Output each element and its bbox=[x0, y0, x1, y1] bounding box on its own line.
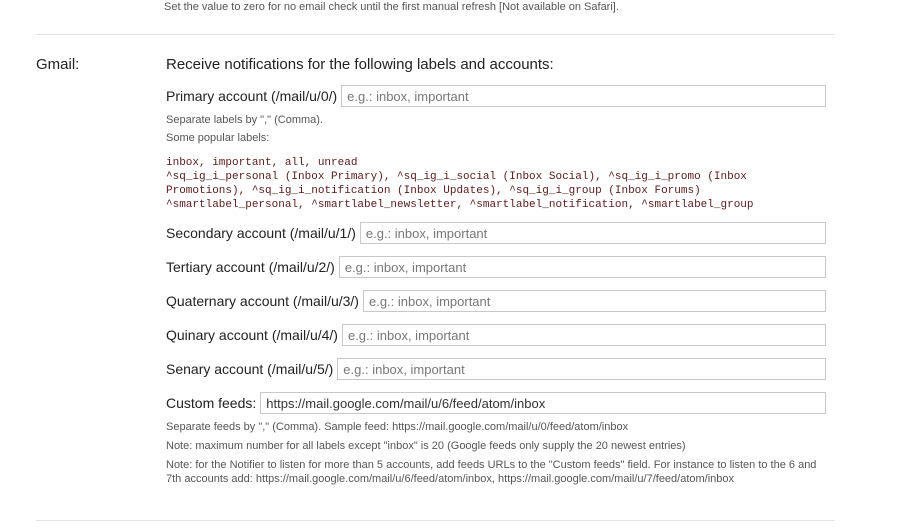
more-accounts-note: Note: for the Notifier to listen for more than 5 accounts, add feeds URLs to the "Custom feeds" field. For instance to listen to the 6 and 7th accounts add: https://mail.google.com/mail/u/6/feed/atom/inbox, https://mail.google.com/mail/u/7/feed/atom/inbox bbox=[166, 459, 817, 485]
quaternary-account-row bbox=[166, 289, 826, 313]
popular-labels-list: inbox, important, all, unread ^sq_ig_i_personal (Inbox Primary), ^sq_ig_i_social (Inbox Social), ^sq_ig_i_promo (Inbox Promotions), ^sq_ig_i_notification (Inbox Updates), ^sq_ig_i_group (Inbox Forums) ^smartlabel_personal, ^smartlabel_newsletter, ^smartlabel_notification, ^smartlabel_group bbox=[166, 157, 754, 211]
separate-feeds-note: Separate feeds by "," (Comma). Sample feed: https://mail.google.com/mail/u/0/feed/atom/inbox bbox=[166, 421, 629, 433]
primary-account-row bbox=[166, 84, 826, 108]
secondary-account-label: Secondary account (/mail/u/1/) bbox=[166, 225, 356, 241]
gmail-section-label: Gmail: bbox=[36, 56, 80, 73]
quaternary-account-label: Quaternary account (/mail/u/3/) bbox=[166, 293, 359, 309]
quaternary-account-input[interactable] bbox=[363, 290, 826, 312]
primary-account-label: Primary account (/mail/u/0/) bbox=[166, 88, 338, 104]
secondary-account-row bbox=[166, 221, 826, 245]
separate-labels-note: Separate labels by "," (Comma). bbox=[166, 114, 323, 126]
gmail-heading: Receive notifications for the following labels and accounts: bbox=[166, 56, 554, 73]
tertiary-account-input[interactable] bbox=[339, 256, 826, 278]
quinary-account-row bbox=[166, 323, 826, 347]
senary-account-input[interactable] bbox=[337, 358, 826, 380]
divider bbox=[36, 520, 835, 521]
secondary-account-input[interactable] bbox=[360, 222, 826, 244]
quinary-account-label: Quinary account (/mail/u/4/) bbox=[166, 327, 338, 343]
custom-feeds-label: Custom feeds: bbox=[166, 395, 257, 411]
quinary-account-input[interactable] bbox=[342, 324, 826, 346]
senary-account-label: Senary account (/mail/u/5/) bbox=[166, 361, 334, 377]
custom-feeds-row bbox=[166, 391, 826, 415]
senary-account-row bbox=[166, 357, 826, 381]
primary-account-input[interactable] bbox=[341, 85, 826, 107]
popular-labels-note: Some popular labels: bbox=[166, 132, 270, 144]
tertiary-account-label: Tertiary account (/mail/u/2/) bbox=[166, 259, 335, 275]
tertiary-account-row bbox=[166, 255, 826, 279]
max-labels-note: Note: maximum number for all labels except "inbox" is 20 (Google feeds only supply the 20 newest entries) bbox=[166, 440, 686, 452]
email-check-note: Set the value to zero for no email check until the first manual refresh [Not available on Safari]. bbox=[164, 1, 619, 13]
custom-feeds-input[interactable] bbox=[260, 392, 826, 414]
divider bbox=[36, 34, 835, 35]
